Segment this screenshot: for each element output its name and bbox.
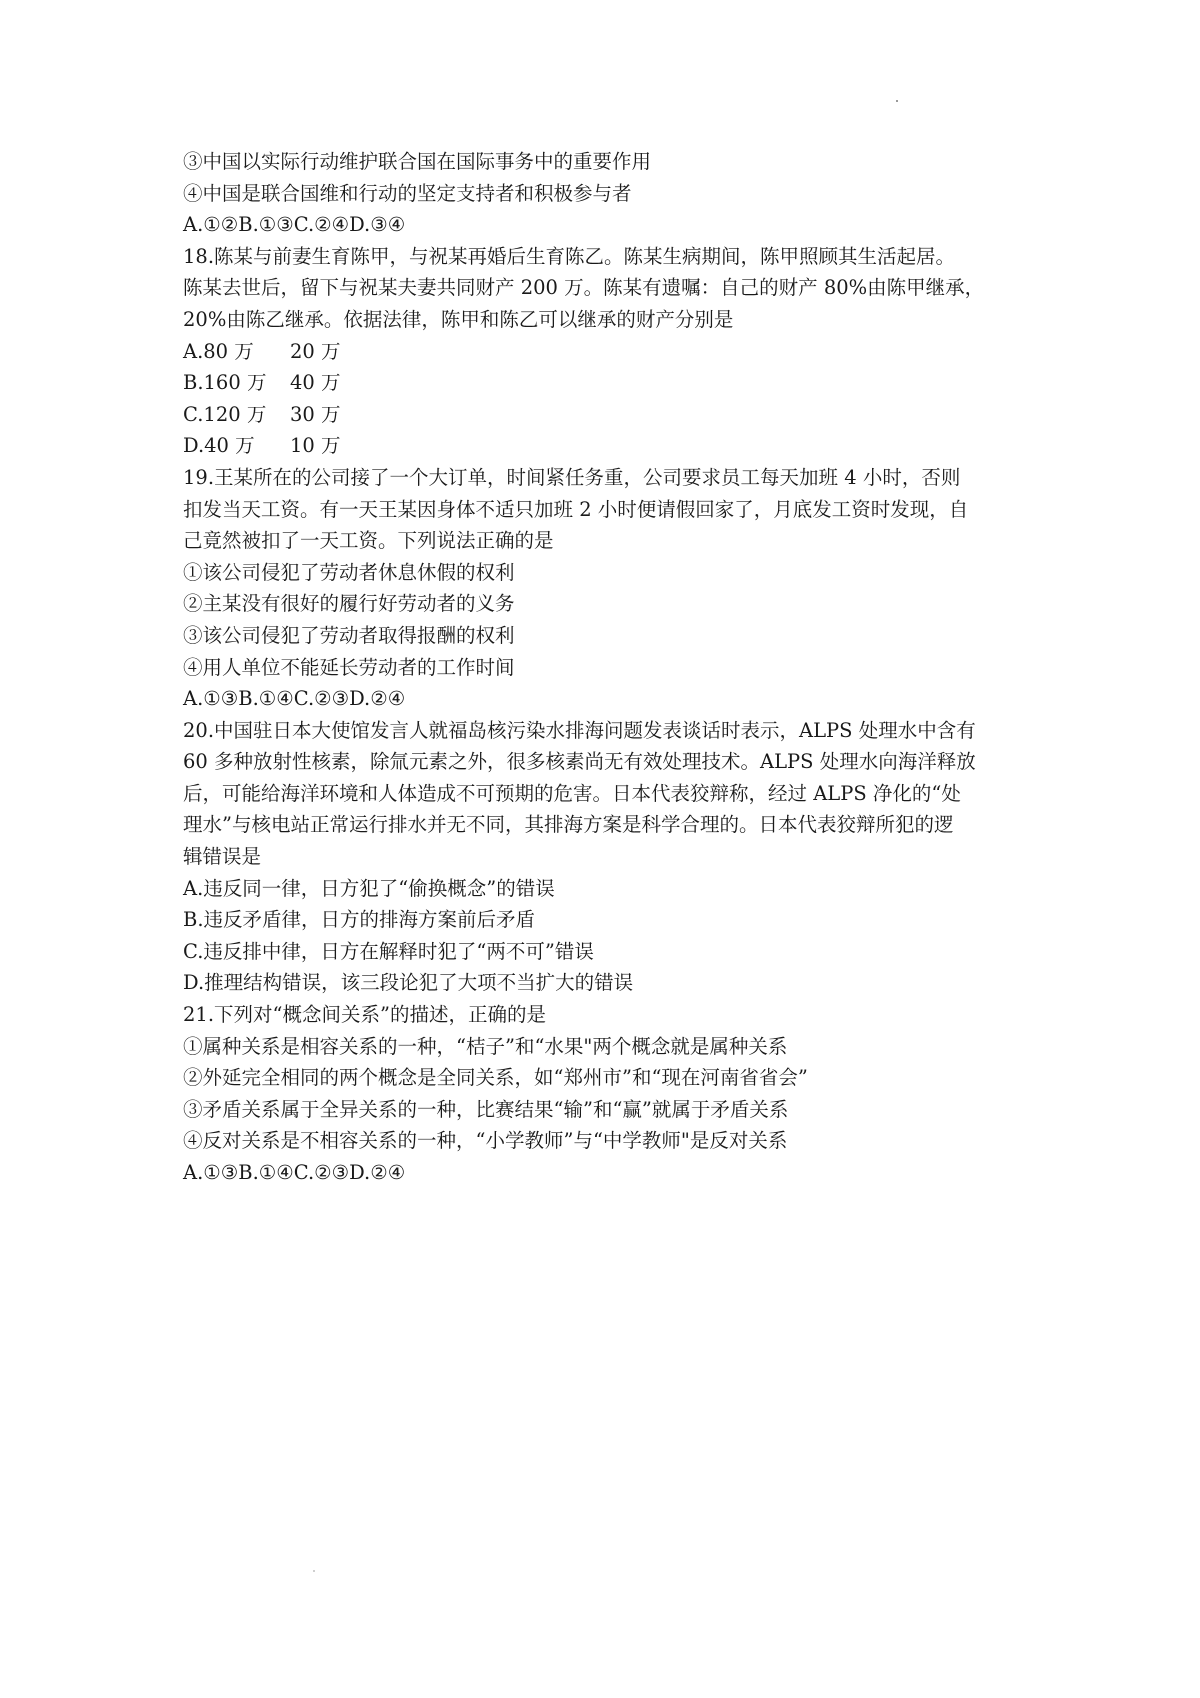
q21-stem: 21.下列对“概念间关系”的描述，正确的是 [183, 1003, 546, 1027]
q21-statement: ③矛盾关系属于全异关系的一种，比赛结果“输”和“赢”就属于矛盾关系 [183, 1097, 789, 1121]
q20-stem-line: 辑错误是 [183, 845, 262, 869]
scan-speck [313, 1570, 315, 1572]
q17-statement-3: ③中国以实际行动维护联合国在国际事务中的重要作用 [183, 150, 652, 173]
q18-option-c [183, 399, 1063, 431]
q21-statement: ①属种关系是相容关系的一种，“桔子”和“水果"两个概念就是属种关系 [183, 1034, 788, 1058]
q20-stem-line: 20.中国驻日本大使馆发言人就福岛核污染水排海问题发表谈话时表示，ALPS 处理水中含有 [183, 718, 976, 742]
q21-answer-options: A.①③B.①④C.②③D.②④ [183, 1161, 406, 1184]
q18-option-a [183, 336, 1063, 368]
q19-answer-options: A.①③B.①④C.②③D.②④ [183, 687, 406, 711]
q20-option-b: B.违反矛盾律，日方的排海方案前后矛盾 [183, 908, 536, 932]
q19-statement: ③该公司侵犯了劳动者取得报酬的权利 [183, 623, 515, 647]
q18-stem-line: 陈某去世后，留下与祝某夫妻共同财产 200 万。陈某有遗嘱：自己的财产 80%由陈甲继承， [183, 276, 985, 300]
q20-stem-line: 理水”与核电站正常运行排水并无不同，其排海方案是科学合理的。日本代表狡辩所犯的逻 [183, 813, 954, 837]
q17-answer-options: A.①②B.①③C.②④D.③④ [183, 213, 406, 237]
q19-stem-line: 己竟然被扣了一天工资。下列说法正确的是 [183, 529, 554, 553]
q18-stem-line: 20%由陈乙继承。依据法律，陈甲和陈乙可以继承的财产分别是 [183, 307, 734, 331]
q19-statement: ①该公司侵犯了劳动者休息休假的权利 [183, 560, 515, 584]
q18-option-b [183, 367, 1063, 399]
q19-stem-line: 19.王某所在的公司接了一个大订单，时间紧任务重，公司要求员工每天加班 4 小时，否则 [183, 465, 961, 489]
q20-option-a: A.违反同一律，日方犯了“偷换概念”的错误 [183, 876, 555, 900]
q21-statement: ④反对关系是不相容关系的一种，“小学教师”与“中学教师"是反对关系 [183, 1129, 788, 1153]
q18-stem-line: 18.陈某与前妻生育陈甲，与祝某再婚后生育陈乙。陈某生病期间，陈甲照顾其生活起居。 [183, 244, 956, 268]
scan-speck [896, 100, 898, 102]
q18-option-value: 20 万 [290, 339, 341, 363]
q20-option-c: C.违反排中律，日方在解释时犯了“两不可”错误 [183, 939, 594, 963]
q19-statement: ②主某没有很好的履行好劳动者的义务 [183, 592, 515, 616]
q18-option-label: B.160 万 [183, 371, 267, 395]
q20-option-d: D.推理结构错误，该三段论犯了大项不当扩大的错误 [183, 971, 634, 995]
q20-stem-line: 60 多种放射性核素，除氚元素之外，很多核素尚无有效处理技术。ALPS 处理水向海洋释放 [183, 750, 976, 774]
q18-option-value: 30 万 [290, 402, 341, 426]
q21-statement: ②外延完全相同的两个概念是全同关系，如“郑州市”和“现在河南省省会” [183, 1066, 808, 1090]
q20-stem-line: 后，可能给海洋环境和人体造成不可预期的危害。日本代表狡辩称，经过 ALPS 净化的“处 [183, 781, 961, 805]
q18-option-label: D.40 万 [183, 434, 255, 458]
q19-statement: ④用人单位不能延长劳动者的工作时间 [183, 655, 515, 679]
q17-statement-4: ④中国是联合国维和行动的坚定支持者和积极参与者 [183, 181, 632, 205]
q18-option-value: 40 万 [290, 371, 341, 395]
q18-option-label: A.80 万 [183, 339, 254, 363]
q19-stem-line: 扣发当天工资。有一天王某因身体不适只加班 2 小时便请假回家了，月底发工资时发现，自 [183, 497, 969, 521]
q18-option-d [183, 430, 1063, 462]
question-text-body [183, 146, 1063, 1189]
q18-option-label: C.120 万 [183, 402, 267, 426]
q18-option-value: 10 万 [290, 434, 341, 458]
